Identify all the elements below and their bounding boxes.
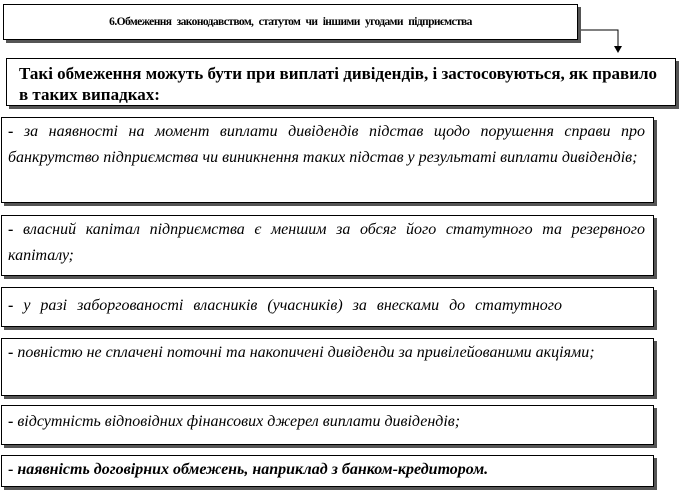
dash-marker: - xyxy=(8,461,14,478)
condition-item xyxy=(1,117,654,203)
condition-text: у разі заборгованості власників (учасників) за внесками до статутного xyxy=(23,297,562,314)
condition-text: відсутність відповідних фінансових джерел виплати дивідендів; xyxy=(17,413,461,430)
condition-item xyxy=(1,287,654,327)
dash-marker: - xyxy=(8,413,14,430)
dash-marker: - xyxy=(8,297,14,314)
dash-marker: - xyxy=(8,123,14,140)
header-box xyxy=(6,58,676,106)
condition-item xyxy=(1,455,654,487)
condition-item xyxy=(1,215,654,276)
section-title: 6.Обмеження законодавством, статутом чи іншими угодами підприємства xyxy=(109,16,472,28)
condition-item xyxy=(1,338,654,396)
section-title-box xyxy=(3,4,578,40)
dash-marker: - xyxy=(8,221,14,238)
condition-text: за наявності на момент виплати дивідендів підстав щодо порушення справи про банкрутство підприємства чи виникнення таких підстав у результаті виплати дивідендів; xyxy=(8,123,645,166)
condition-item xyxy=(1,405,654,445)
condition-text: власний капітал підприємства є меншим за обсяг його статутного та резервного капіталу; xyxy=(8,221,645,264)
condition-text: повністю не сплачені поточні та накопичені дивіденди за привілейованими акціями; xyxy=(17,344,595,361)
header-text: Такі обмеження можуть бути при виплаті дивідендів, і застосовуються, як правило в таких випадках: xyxy=(19,64,658,104)
condition-text: наявність договірних обмежень, наприклад з банком-кредитором. xyxy=(17,461,489,478)
dash-marker: - xyxy=(8,344,14,361)
